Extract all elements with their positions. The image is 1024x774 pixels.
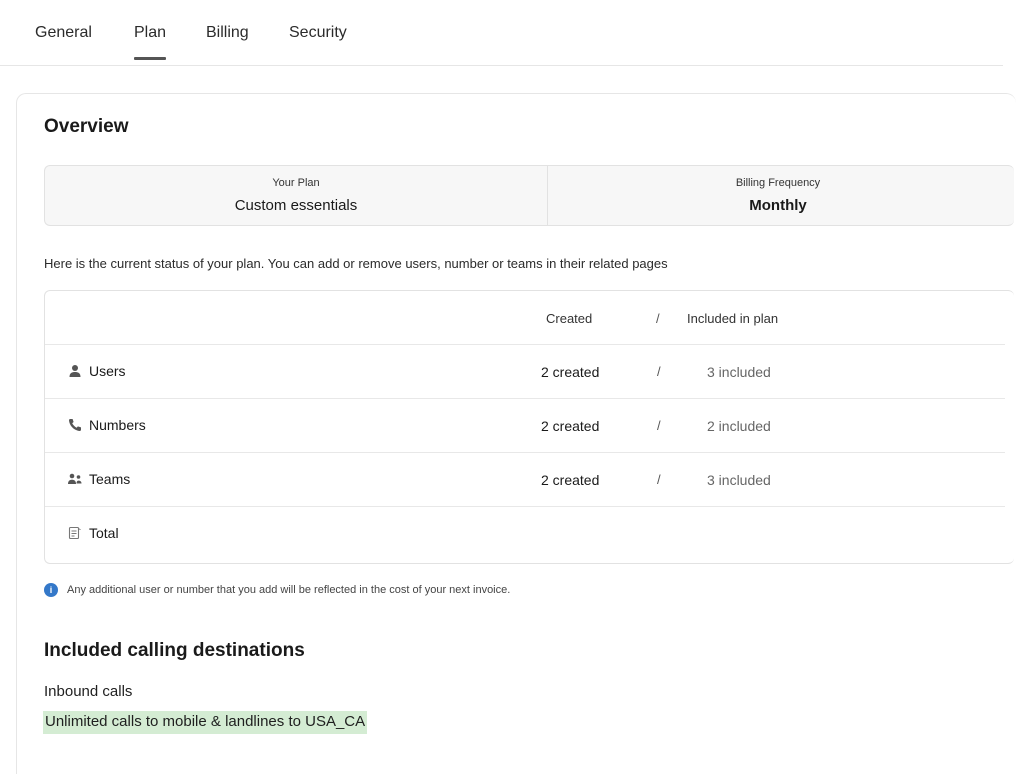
row-label-total xyxy=(67,525,119,541)
table-row xyxy=(45,453,1005,507)
tab-general[interactable]: General xyxy=(35,24,92,41)
numbers-included: 2 included xyxy=(707,418,771,434)
table-row xyxy=(45,345,1005,399)
header-separator: / xyxy=(656,311,660,326)
invoice-note-text: Any additional user or number that you add will be reflected in the cost of your next invoice. xyxy=(67,584,511,596)
plan-summary xyxy=(44,165,1014,226)
header-created: Created xyxy=(546,311,593,326)
users-included: 3 included xyxy=(707,364,771,380)
row-total-label: Total xyxy=(89,525,119,541)
numbers-separator: / xyxy=(657,418,661,433)
your-plan-cell xyxy=(45,166,548,225)
header-included: Included in plan xyxy=(687,311,779,326)
inbound-calls-label: Inbound calls xyxy=(44,683,133,700)
your-plan-value: Custom essentials xyxy=(234,197,358,214)
billing-frequency-cell xyxy=(548,166,1008,225)
table-header-row xyxy=(45,291,1005,345)
table-row xyxy=(45,399,1005,453)
billing-frequency-value: Monthly xyxy=(749,197,807,214)
users-separator: / xyxy=(657,364,661,379)
teams-included: 3 included xyxy=(707,472,771,488)
phone-icon xyxy=(67,417,83,433)
inbound-calls-value: Unlimited calls to mobile & landlines to USA_CA xyxy=(43,711,367,734)
teams-created: 2 created xyxy=(541,472,600,488)
row-numbers-label: Numbers xyxy=(89,417,146,433)
invoice-icon xyxy=(67,525,83,541)
tab-plan[interactable]: Plan xyxy=(134,24,167,41)
info-icon: i xyxy=(44,583,58,597)
row-label-users xyxy=(67,363,126,379)
row-users-label: Users xyxy=(89,363,126,379)
invoice-note xyxy=(44,583,510,597)
plan-usage-table xyxy=(44,290,1014,564)
numbers-created: 2 created xyxy=(541,418,600,434)
billing-frequency-label: Billing Frequency xyxy=(735,177,821,189)
team-icon xyxy=(67,471,83,487)
settings-tabs xyxy=(0,0,1003,66)
row-teams-label: Teams xyxy=(89,471,131,487)
users-created: 2 created xyxy=(541,364,600,380)
your-plan-label: Your Plan xyxy=(272,177,320,189)
row-label-teams xyxy=(67,471,130,487)
user-icon xyxy=(67,363,83,379)
overview-title: Overview xyxy=(44,116,129,137)
teams-separator: / xyxy=(657,472,661,487)
row-label-numbers xyxy=(67,417,146,433)
tab-security[interactable]: Security xyxy=(289,24,347,41)
tab-billing[interactable]: Billing xyxy=(206,24,249,41)
calling-destinations-title: Included calling destinations xyxy=(44,640,305,661)
table-row xyxy=(45,507,1005,561)
plan-status-text: Here is the current status of your plan. You can add or remove users, number or teams in their related pages xyxy=(44,256,668,271)
